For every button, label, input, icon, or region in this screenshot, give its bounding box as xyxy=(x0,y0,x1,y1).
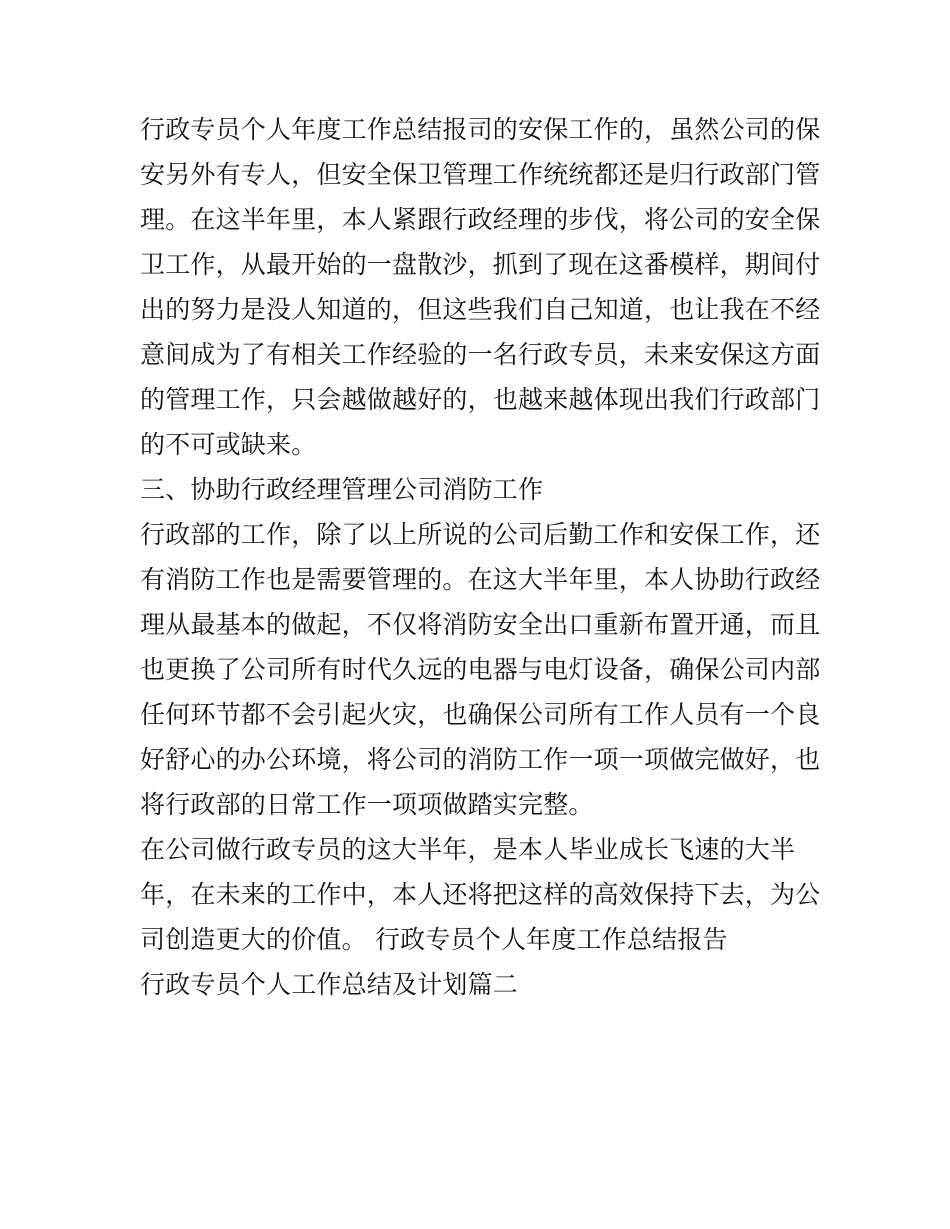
text-line: 也更换了公司所有时代久远的电器与电灯设备，确保公司内部 xyxy=(140,655,821,684)
section-heading: 三、协助行政经理管理公司消防工作 xyxy=(140,475,544,504)
text-line: 的不可或缺来。 xyxy=(140,430,317,459)
text-line: 年，在未来的工作中，本人还将把这样的高效保持下去，为公 xyxy=(140,880,821,909)
text-line: 行政部的工作，除了以上所说的公司后勤工作和安保工作，还 xyxy=(140,520,821,549)
text-line: 安另外有专人，但安全保卫管理工作统统都还是归行政部门管 xyxy=(140,160,821,189)
text-line: 理从最基本的做起，不仅将消防安全出口重新布置开通，而且 xyxy=(140,610,821,639)
text-line: 好舒心的办公环境，将公司的消防工作一项一项做完做好，也 xyxy=(140,745,821,774)
section-heading: 行政专员个人工作总结及计划篇二 xyxy=(140,970,519,999)
text-line: 卫工作，从最开始的一盘散沙，抓到了现在这番模样，期间付 xyxy=(140,250,821,279)
text-line: 意间成为了有相关工作经验的一名行政专员，未来安保这方面 xyxy=(140,340,821,369)
text-line: 有消防工作也是需要管理的。在这大半年里，本人协助行政经 xyxy=(140,565,821,594)
text-line: 出的努力是没人知道的，但这些我们自己知道，也让我在不经 xyxy=(140,295,821,324)
text-line: 行政专员个人年度工作总结报司的安保工作的，虽然公司的保 xyxy=(140,115,821,144)
text-line: 的管理工作，只会越做越好的，也越来越体现出我们行政部门 xyxy=(140,385,821,414)
text-line: 理。在这半年里，本人紧跟行政经理的步伐，将公司的安全保 xyxy=(140,205,821,234)
text-line: 在公司做行政专员的这大半年，是本人毕业成长飞速的大半 xyxy=(140,835,796,864)
text-line: 将行政部的日常工作一项项做踏实完整。 xyxy=(140,790,594,819)
text-line: 任何环节都不会引起火灾，也确保公司所有工作人员有一个良 xyxy=(140,700,821,729)
text-line: 司创造更大的价值。 行政专员个人年度工作总结报告 xyxy=(140,925,728,954)
document-body xyxy=(140,107,820,1007)
